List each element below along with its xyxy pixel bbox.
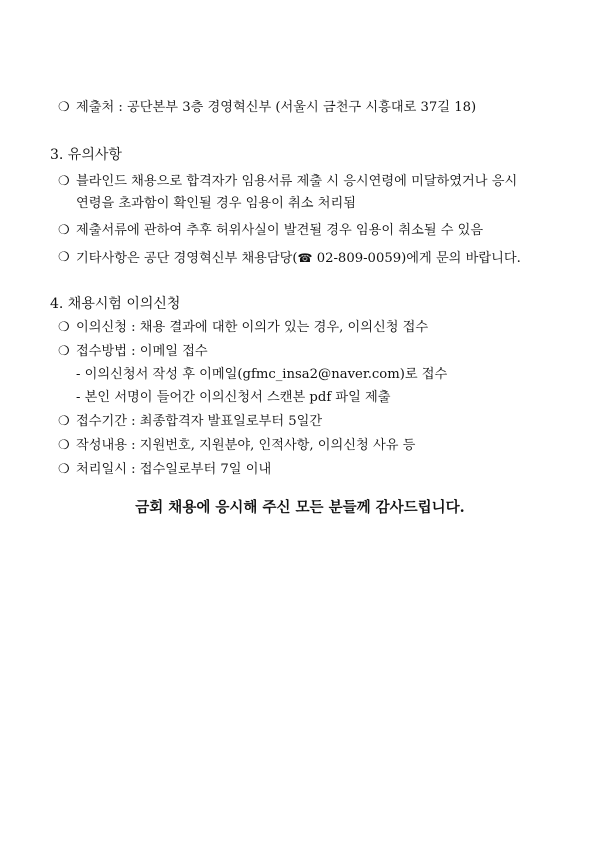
section-heading-objection: 4. 채용시험 이의신청 bbox=[50, 296, 181, 312]
contact-phone: 02-809-0059 bbox=[312, 251, 402, 266]
note-text: 제출서류에 관하여 추후 허위사실이 발견될 경우 임용이 취소될 수 있음 bbox=[76, 223, 484, 238]
closing-message: 금회 채용에 응시해 주신 모든 분들께 감사드립니다. bbox=[135, 499, 465, 516]
objection-text: 이의신청 : 채용 결과에 대한 이의가 있는 경우, 이의신청 접수 bbox=[76, 320, 429, 335]
objection-subitem: - 이의신청서 작성 후 이메일(gfmc_insa2@naver.com)로 접수 bbox=[76, 367, 448, 382]
bullet-icon: ❍ bbox=[58, 462, 70, 477]
bullet-icon: ❍ bbox=[58, 174, 70, 189]
objection-text: 작성내용 : 지원번호, 지원분야, 인적사항, 이의신청 사유 등 bbox=[76, 438, 416, 453]
submission-text: 제출처 : 공단본부 3층 경영혁신부 (서울시 금천구 시흥대로 37길 18) bbox=[76, 100, 477, 115]
bullet-icon: ❍ bbox=[58, 223, 70, 238]
bullet-icon: ❍ bbox=[58, 344, 70, 359]
bullet-icon: ❍ bbox=[58, 320, 70, 335]
phone-icon: ☎ bbox=[297, 251, 313, 265]
contact-suffix: )에게 문의 바랍니다. bbox=[401, 251, 521, 266]
bullet-icon: ❍ bbox=[58, 250, 70, 265]
section-heading-notes: 3. 유의사항 bbox=[50, 147, 122, 163]
note-text: 블라인드 채용으로 합격자가 임용서류 제출 시 응시연령에 미달하였거나 응시 bbox=[76, 174, 518, 189]
contact-text bbox=[76, 249, 521, 268]
objection-text: 접수기간 : 최종합격자 발표일로부터 5일간 bbox=[76, 414, 323, 429]
objection-text: 접수방법 : 이메일 접수 bbox=[76, 344, 208, 359]
bullet-icon: ❍ bbox=[58, 100, 70, 115]
objection-subitem: - 본인 서명이 들어간 이의신청서 스캔본 pdf 파일 제출 bbox=[76, 390, 391, 405]
contact-prefix: 기타사항은 공단 경영혁신부 채용담당( bbox=[76, 251, 298, 266]
bullet-icon: ❍ bbox=[58, 414, 70, 429]
bullet-icon: ❍ bbox=[58, 438, 70, 453]
note-text-continued: 연령을 초과함이 확인될 경우 임용이 취소 처리됨 bbox=[76, 196, 356, 211]
objection-text: 처리일시 : 접수일로부터 7일 이내 bbox=[76, 462, 272, 477]
